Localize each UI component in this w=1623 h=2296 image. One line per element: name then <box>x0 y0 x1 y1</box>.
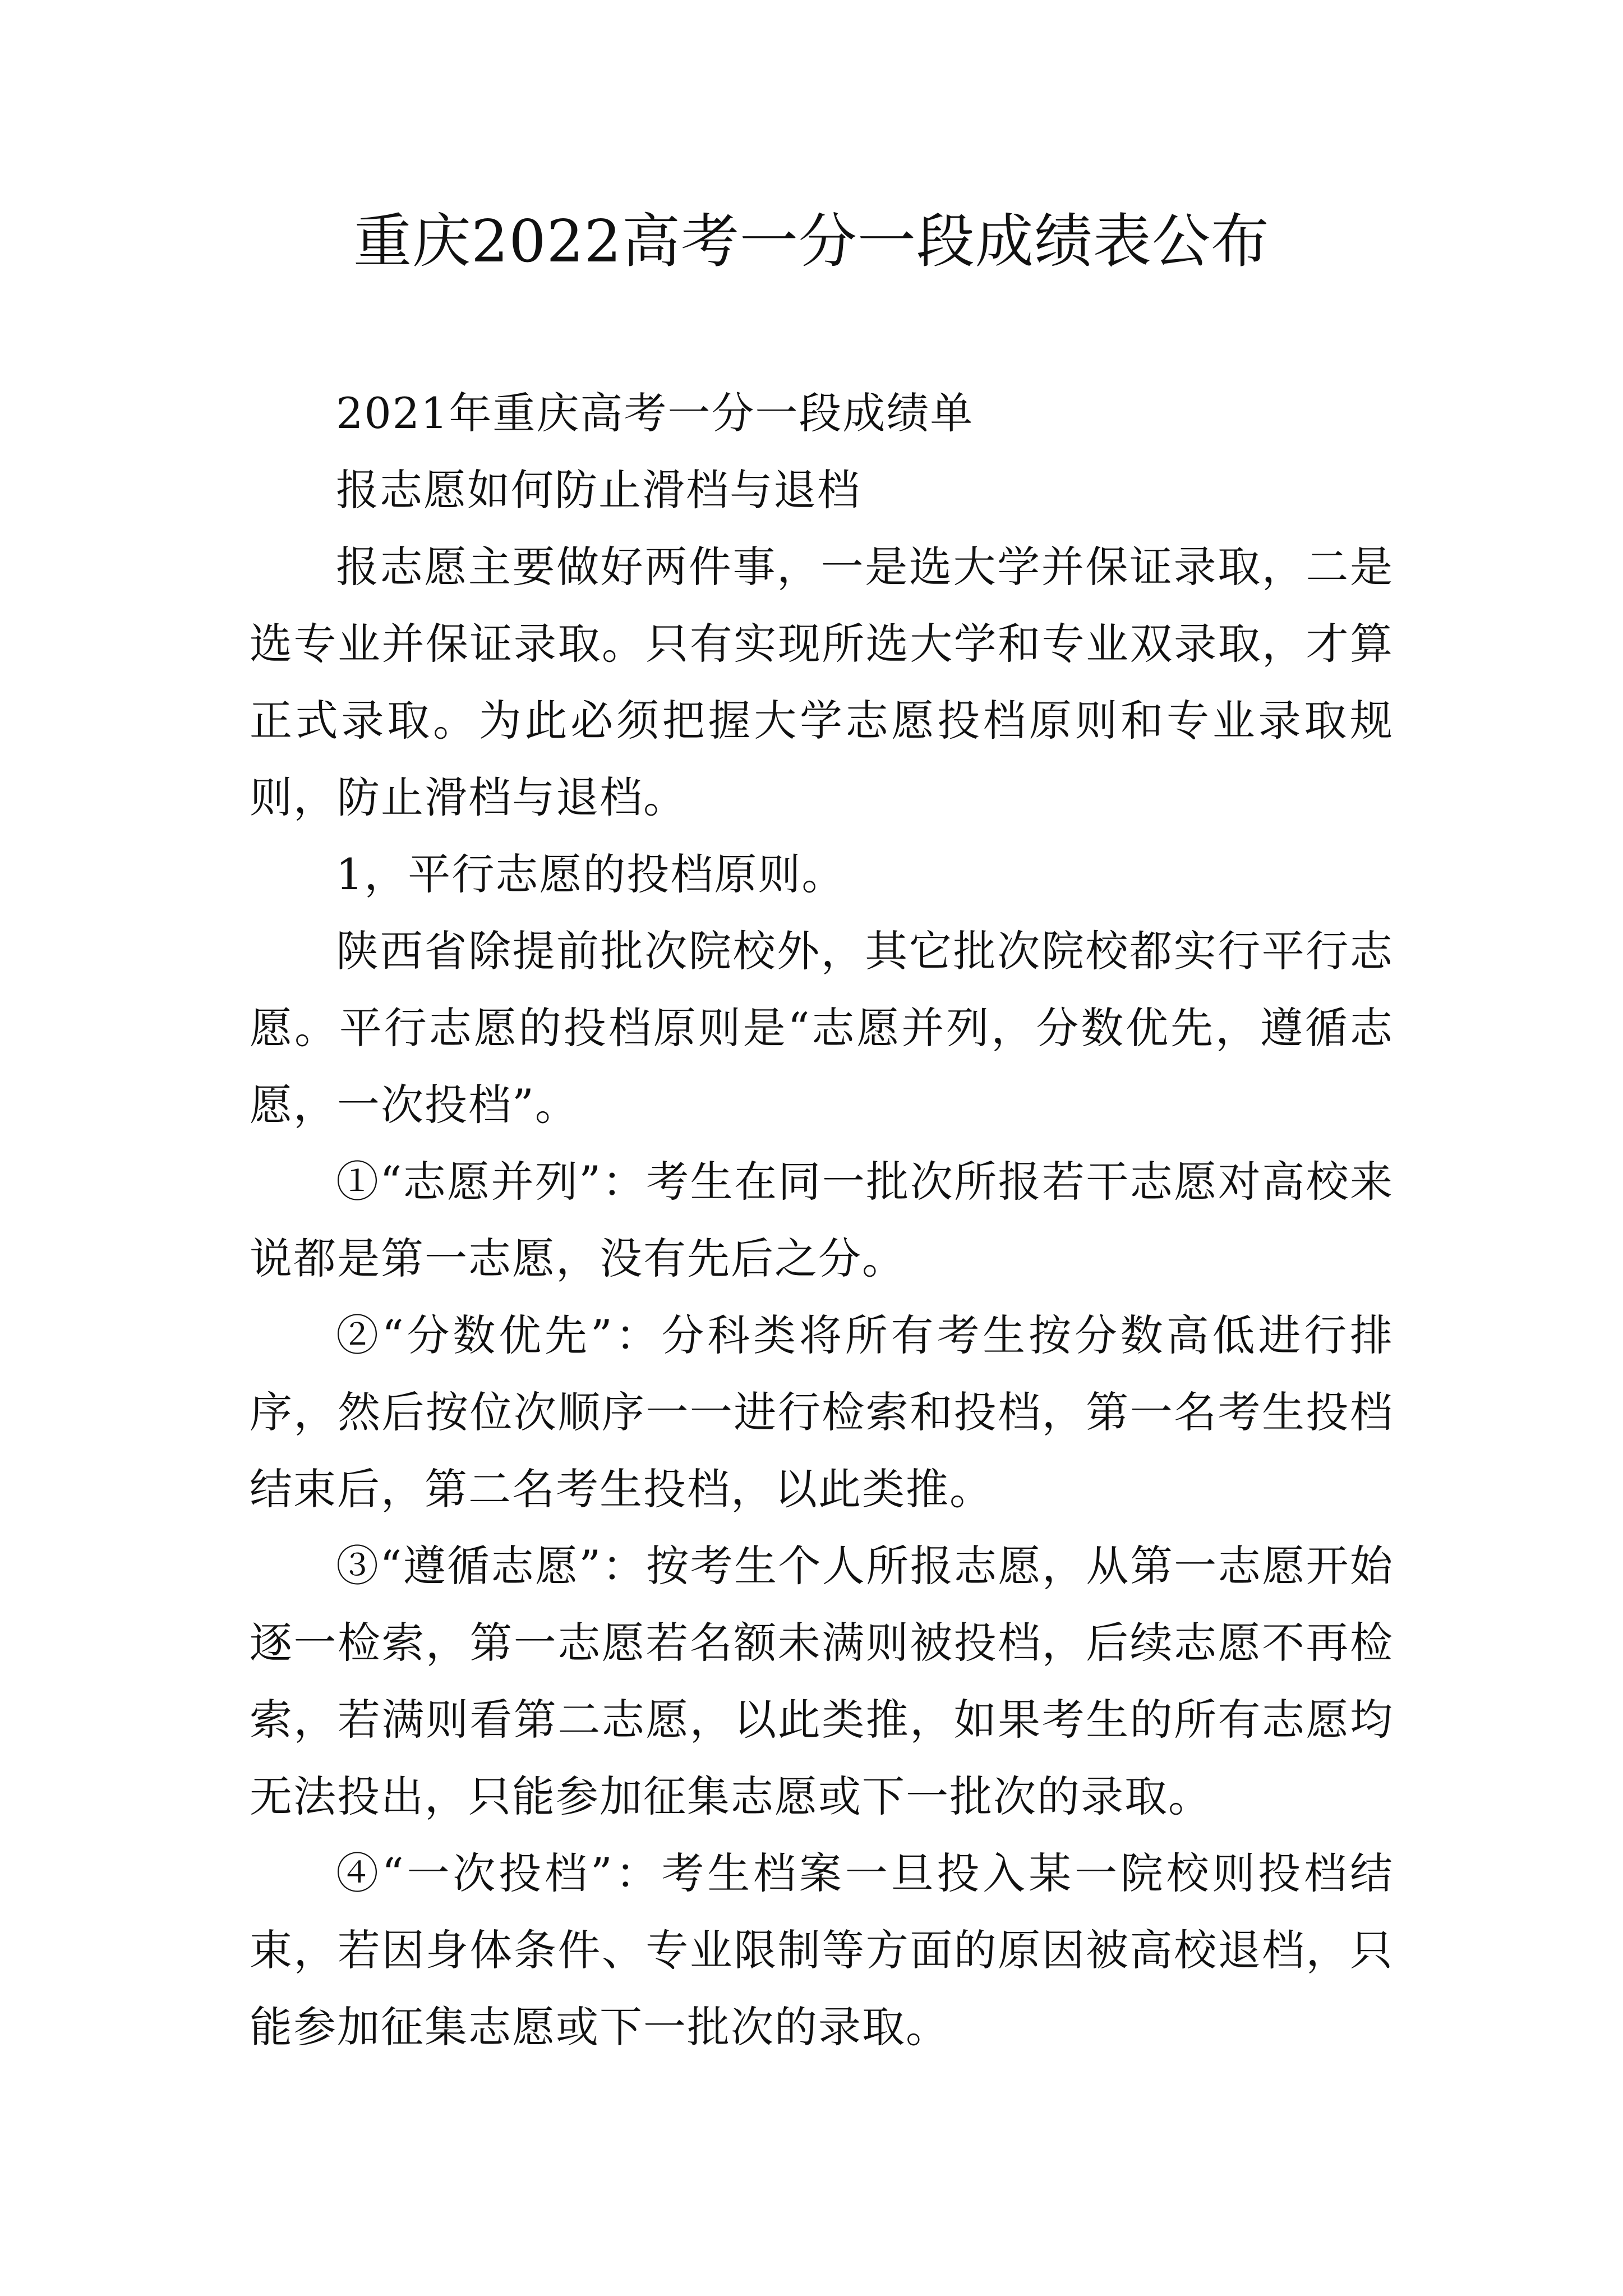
paragraph-item-1: ①“志愿并列”：考生在同一批次所报若干志愿对高校来说都是第一志愿，没有先后之分。 <box>250 1157 1394 1283</box>
document-body <box>250 375 1394 2065</box>
paragraph-heading: 报志愿如何防止滑档与退档 <box>336 465 861 515</box>
paragraph-subtitle: 2021年重庆高考一分一段成绩单 <box>336 388 974 438</box>
paragraph-principle: 陕西省除提前批次院校外，其它批次院校都实行平行志愿。平行志愿的投档原则是“志愿并列，分数优先，遵循志愿，一次投档”。 <box>250 926 1394 1130</box>
paragraph-item-2: ②“分数优先”：分科类将所有考生按分数高低进行排序，然后按位次顺序一一进行检索和投档，第一名考生投档结束后，第二名考生投档，以此类推。 <box>250 1310 1394 1514</box>
document-title: 重庆2022高考一分一段成绩表公布 <box>353 207 1270 275</box>
paragraph-intro: 报志愿主要做好两件事，一是选大学并保证录取，二是选专业并保证录取。只有实现所选大学和专业双录取，才算正式录取。为此必须把握大学志愿投档原则和专业录取规则，防止滑档与退档。 <box>250 542 1394 822</box>
paragraph-item-4: ④“一次投档”：考生档案一旦投入某一院校则投档结束，若因身体条件、专业限制等方面的原因被高校退档，只能参加征集志愿或下一批次的录取。 <box>250 1848 1394 2052</box>
paragraph-item-3: ③“遵循志愿”：按考生个人所报志愿，从第一志愿开始逐一检索，第一志愿若名额未满则被投档，后续志愿不再检索，若满则看第二志愿，以此类推，如果考生的所有志愿均无法投出，只能参加征集志愿或下一批次的录取。 <box>250 1541 1394 1821</box>
paragraph-section-1: 1，平行志愿的投档原则。 <box>336 849 846 899</box>
